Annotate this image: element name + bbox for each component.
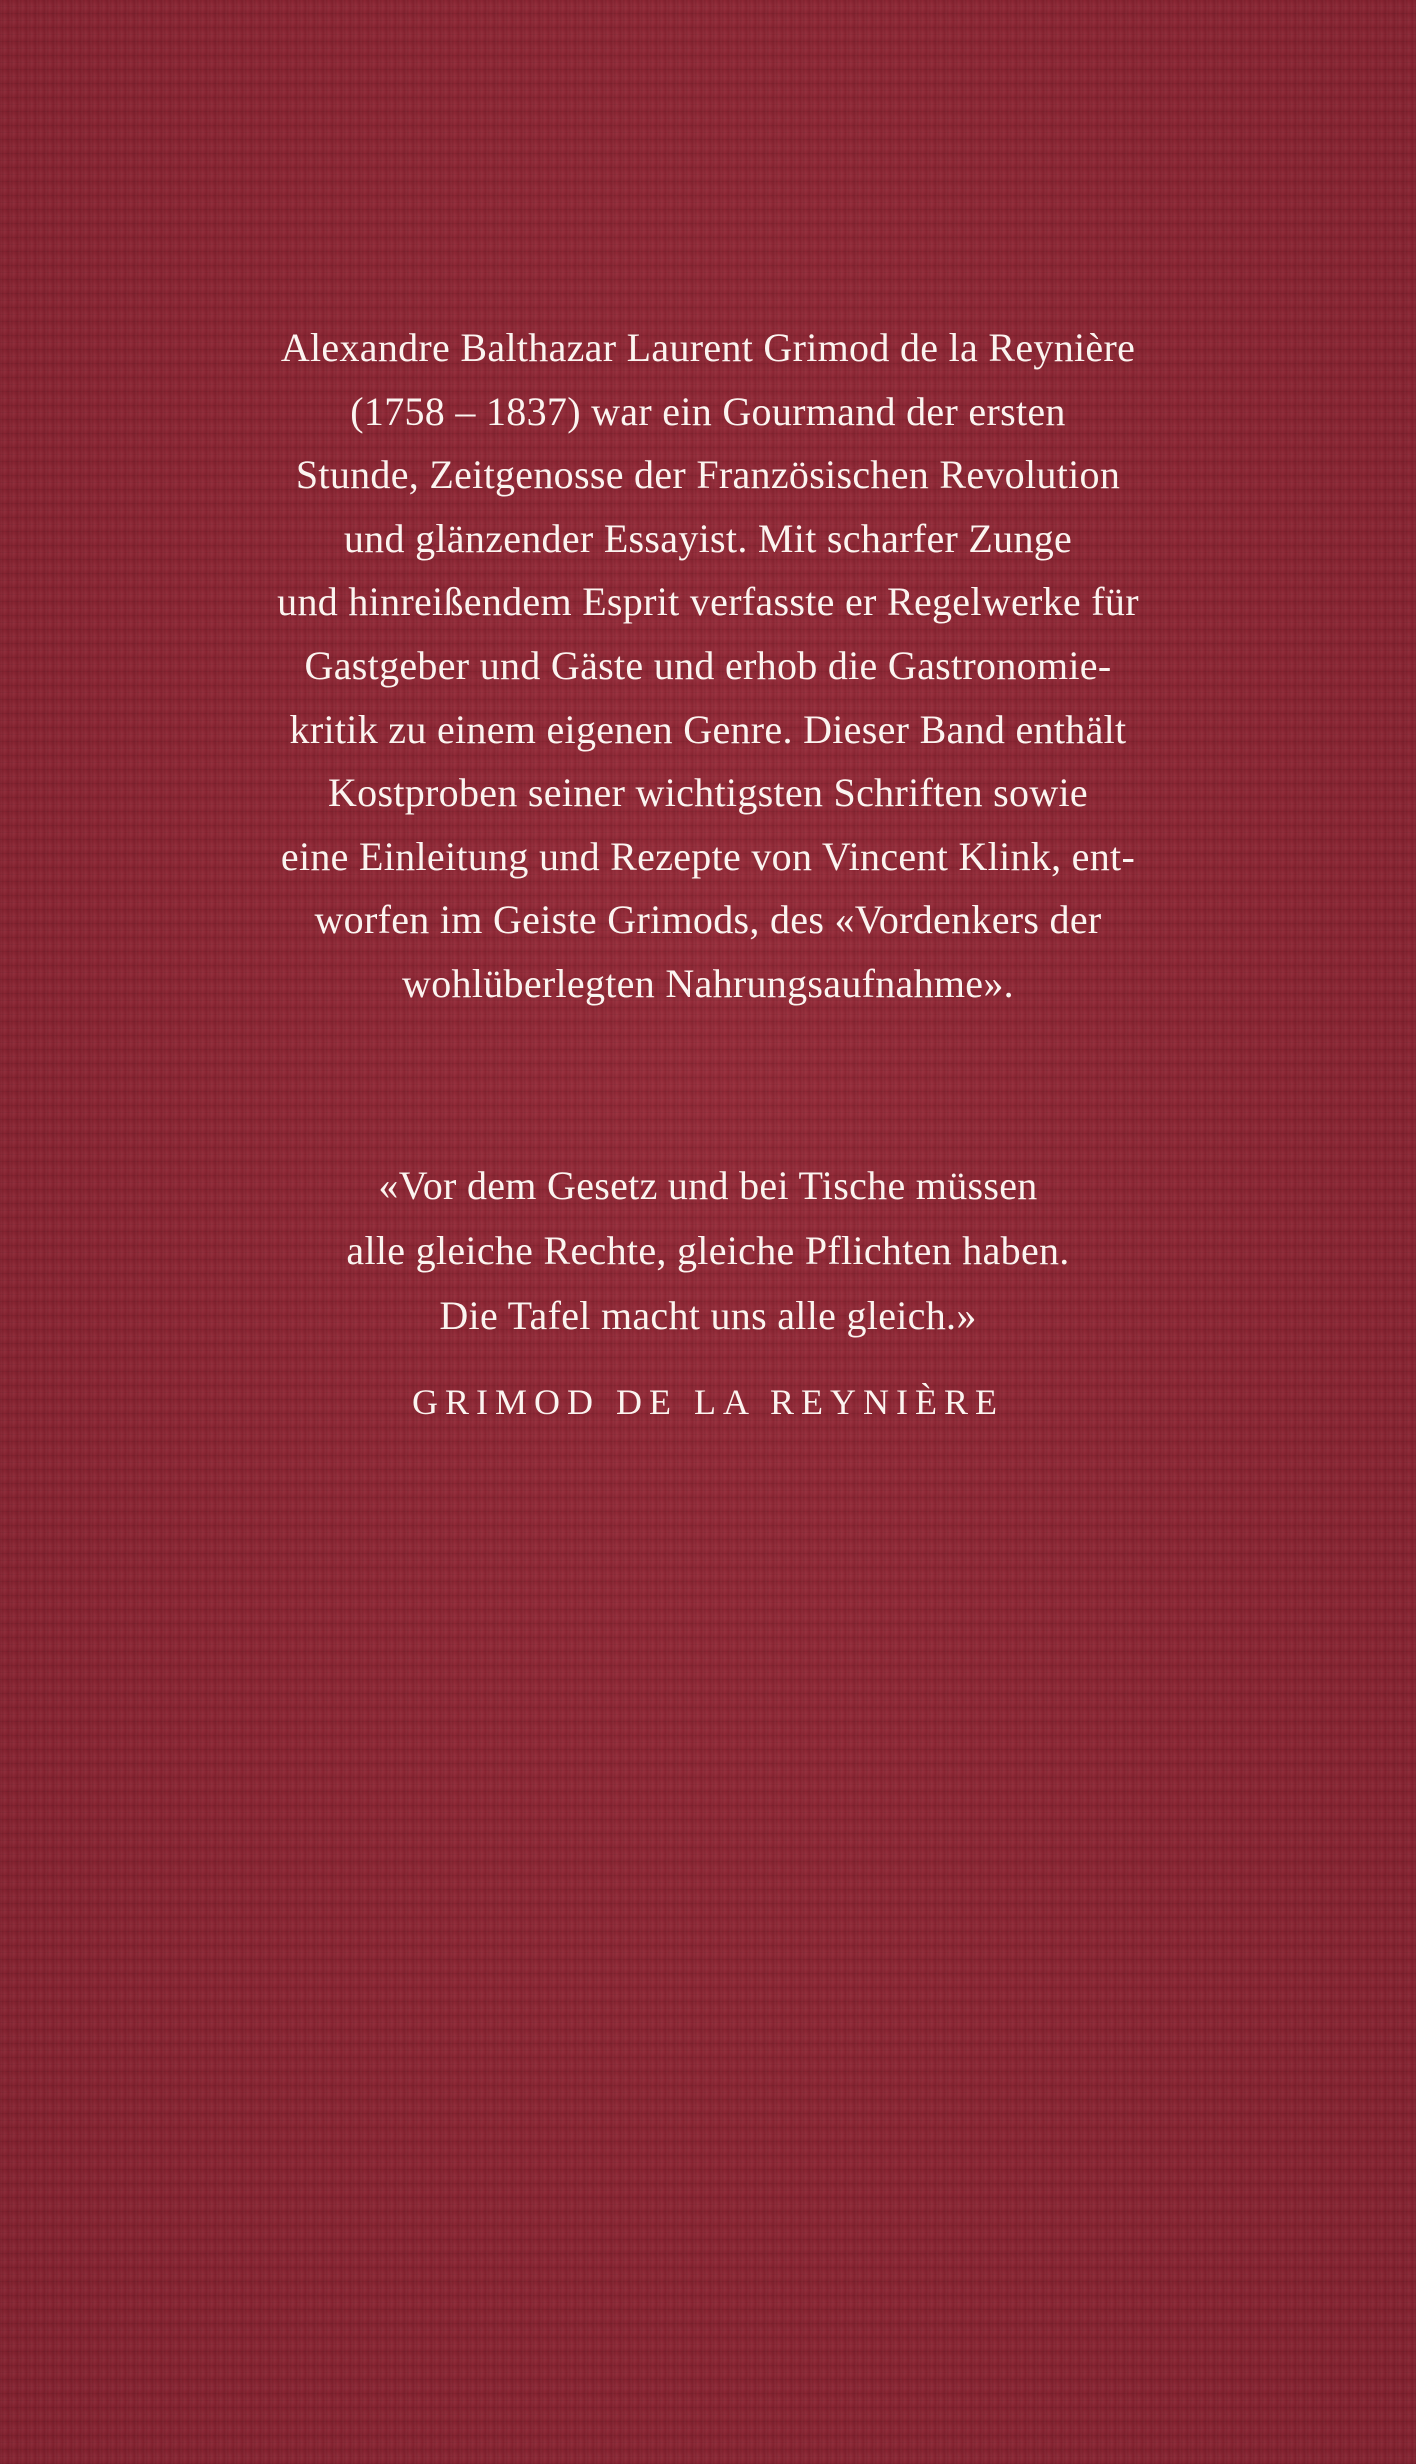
- blurb-line: eine Einleitung und Rezepte von Vincent Klink, ent-: [280, 833, 1136, 879]
- quote-line: «Vor dem Gesetz und bei Tische müssen: [378, 1163, 1038, 1208]
- blurb-line: Stunde, Zeitgenosse der Französischen Revolution: [295, 452, 1121, 498]
- quote-block: [130, 1153, 1286, 1348]
- blurb-line: und hinreißendem Esprit verfasste er Regelwerke für: [277, 579, 1139, 625]
- quote-attribution: GRIMOD DE LA REYNIÈRE: [412, 1382, 1004, 1422]
- blurb-line: (1758 – 1837) war ein Gourmand der ersten: [350, 388, 1066, 434]
- blurb-line: Gastgeber und Gäste und erhob die Gastronomie-: [304, 642, 1112, 688]
- blurb-paragraph: [130, 316, 1286, 1016]
- blurb-line: Kostproben seiner wichtigsten Schriften sowie: [327, 770, 1088, 816]
- blurb-line: und glänzender Essayist. Mit scharfer Zunge: [343, 515, 1073, 561]
- quote-line: alle gleiche Rechte, gleiche Pflichten haben.: [346, 1228, 1070, 1273]
- blurb-line: kritik zu einem eigenen Genre. Dieser Band enthält: [289, 706, 1127, 752]
- blurb-line: worfen im Geiste Grimods, des «Vordenkers der: [314, 897, 1102, 943]
- quote-line: Die Tafel macht uns alle gleich.»: [439, 1293, 977, 1338]
- blurb-line: wohlüberlegten Nahrungsaufnahme».: [402, 960, 1014, 1006]
- blurb-line: Alexandre Balthazar Laurent Grimod de la Reynière: [280, 325, 1136, 370]
